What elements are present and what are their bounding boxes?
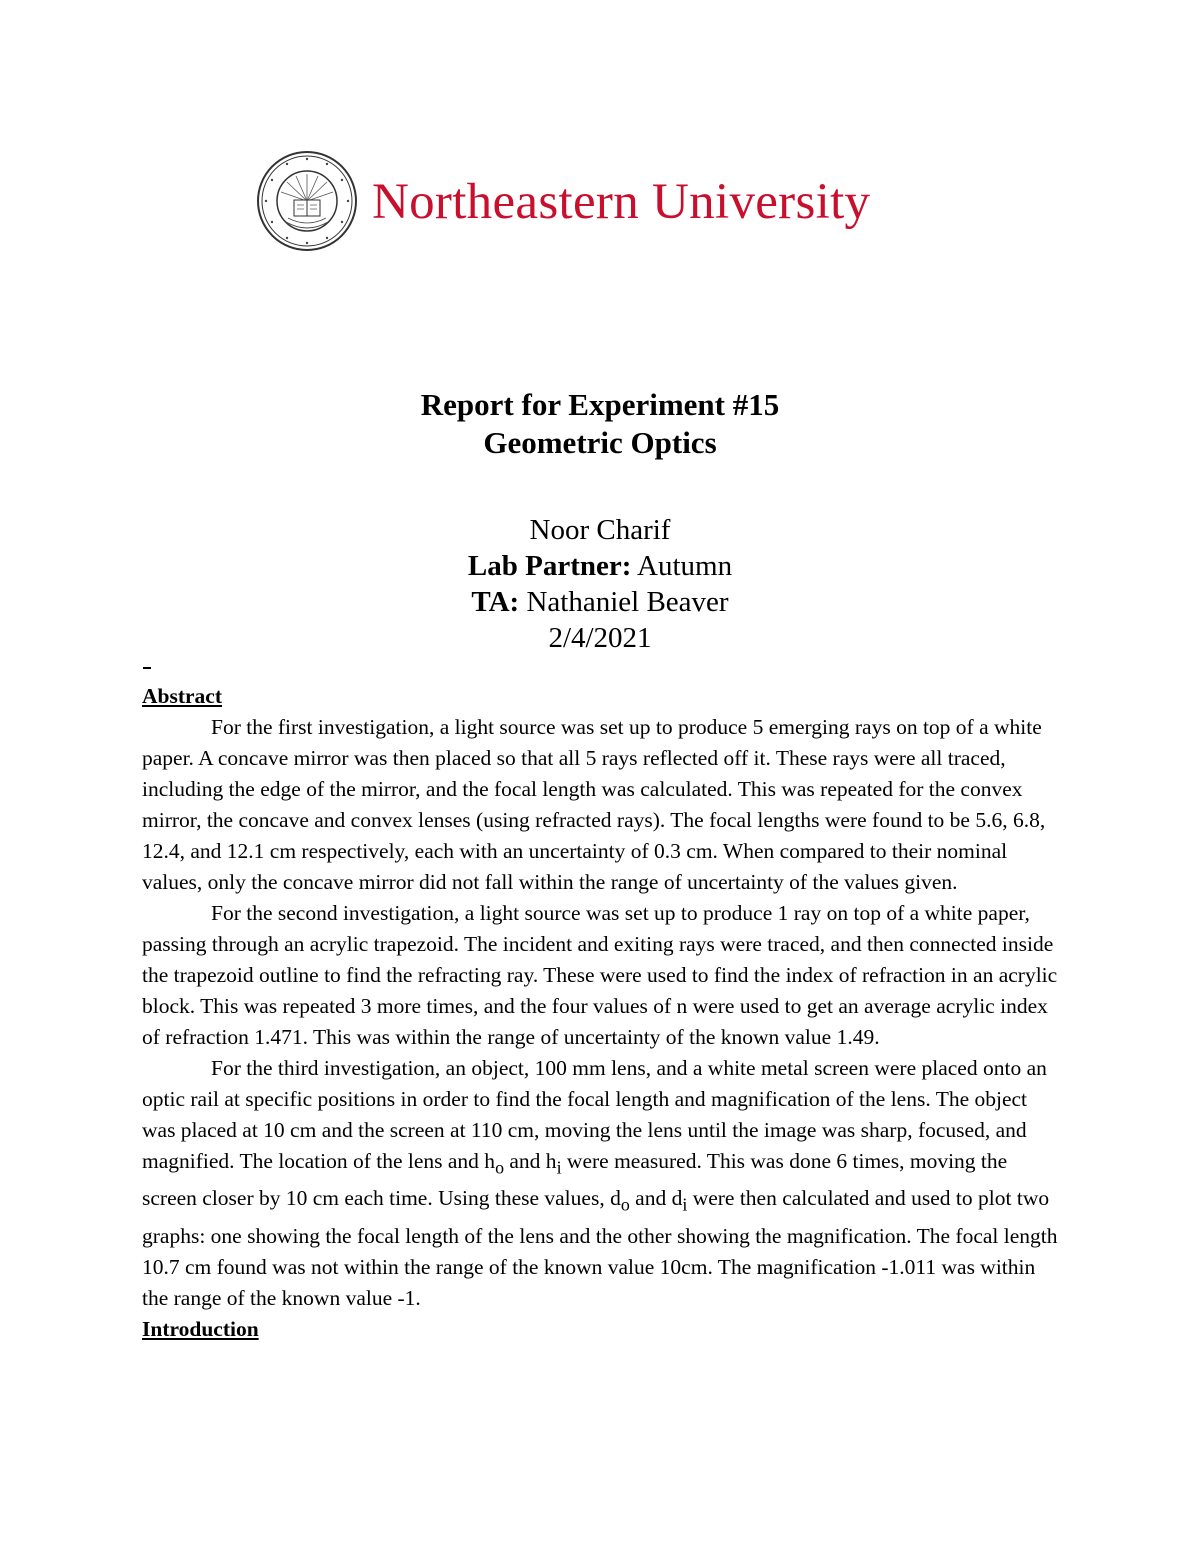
subscript-i-1: i (556, 1157, 562, 1178)
subscript-o-2: o (620, 1194, 630, 1215)
abstract-paragraph-2: For the second investigation, a light source was set up to produce 1 ray on top of a white paper, passing through an acrylic trapezoid. The incident and exiting rays were traced, and then connected inside the trapezoid outline to find the refracting ray. These were used to find the index of refraction in an acrylic block. This was repeated 3 more times, and the four values of n were used to get an average acrylic index of refraction 1.471. This was within the range of uncertainty of the known value 1.49. (142, 901, 1058, 1049)
introduction-heading-line (142, 1314, 1062, 1345)
university-wordmark: Northeastern University (372, 174, 871, 230)
ta-line (0, 584, 1200, 620)
abstract-paragraph-3 (142, 1053, 1062, 1314)
lab-partner-label: Lab Partner: (467, 550, 632, 582)
university-seal-icon (256, 150, 358, 252)
lab-partner-line (0, 548, 1200, 584)
ta-name: Nathaniel Beaver (526, 586, 729, 618)
author-name: Noor Charif (529, 514, 671, 546)
introduction-heading: Introduction (142, 1316, 259, 1341)
abstract-paragraph-1: For the first investigation, a light source was set up to produce 5 emerging rays on top of a white paper. A concave mirror was then placed so that all 5 rays reflected off it. These rays were all traced, including the edge of the mirror, and the focal length was calculated. This was repeated for the convex mirror, the concave and convex lenses (using refracted rays). The focal lengths were found to be 5.6, 6.8, 12.4, and 12.1 cm respectively, each with an uncertainty of 0.3 cm. When compared to their nominal values, only the concave mirror did not fall within the range of uncertainty of the values given. (142, 715, 1046, 894)
abstract-heading: Abstract (142, 684, 223, 708)
report-title-line-2: Geometric Optics (483, 425, 717, 460)
abstract-heading-line (142, 681, 1062, 712)
report-title (0, 386, 1200, 462)
abstract-p3-part-d: and d (629, 1186, 683, 1211)
stray-dash (143, 667, 151, 669)
abstract-p3-part-a: For the third investigation, an object, 100 mm lens, and a white metal screen were placed onto an optic rail at specific positions in order to find the focal length and magnification of the lens. The object was placed at 10 cm and the screen at 110 cm, moving the lens until the image was sharp, focused, and magnified. The location of the lens and h (142, 1056, 1047, 1173)
report-body (142, 681, 1062, 1345)
abstract-p3-part-c: were measured. This was done 6 times, moving the screen closer by 10 cm each time. Using these values, d (142, 1149, 1008, 1211)
report-meta (0, 512, 1200, 656)
report-date: 2/4/2021 (548, 622, 652, 654)
university-logo (256, 150, 946, 250)
subscript-o-1: o (495, 1157, 505, 1178)
report-title-line-1: Report for Experiment #15 (420, 387, 780, 422)
ta-label: TA: (471, 586, 520, 618)
lab-partner-name: Autumn (637, 550, 733, 582)
abstract-p3-part-e: were then calculated and used to plot two graphs: one showing the focal length of the lens and the other showing the magnification. The focal length 10.7 cm found was not within the range of the known value 10cm. The magnification -1.011 was within the range of the known value -1. (142, 1186, 1058, 1310)
abstract-p3-part-b: and h (504, 1149, 557, 1173)
subscript-i-2: i (682, 1194, 688, 1215)
